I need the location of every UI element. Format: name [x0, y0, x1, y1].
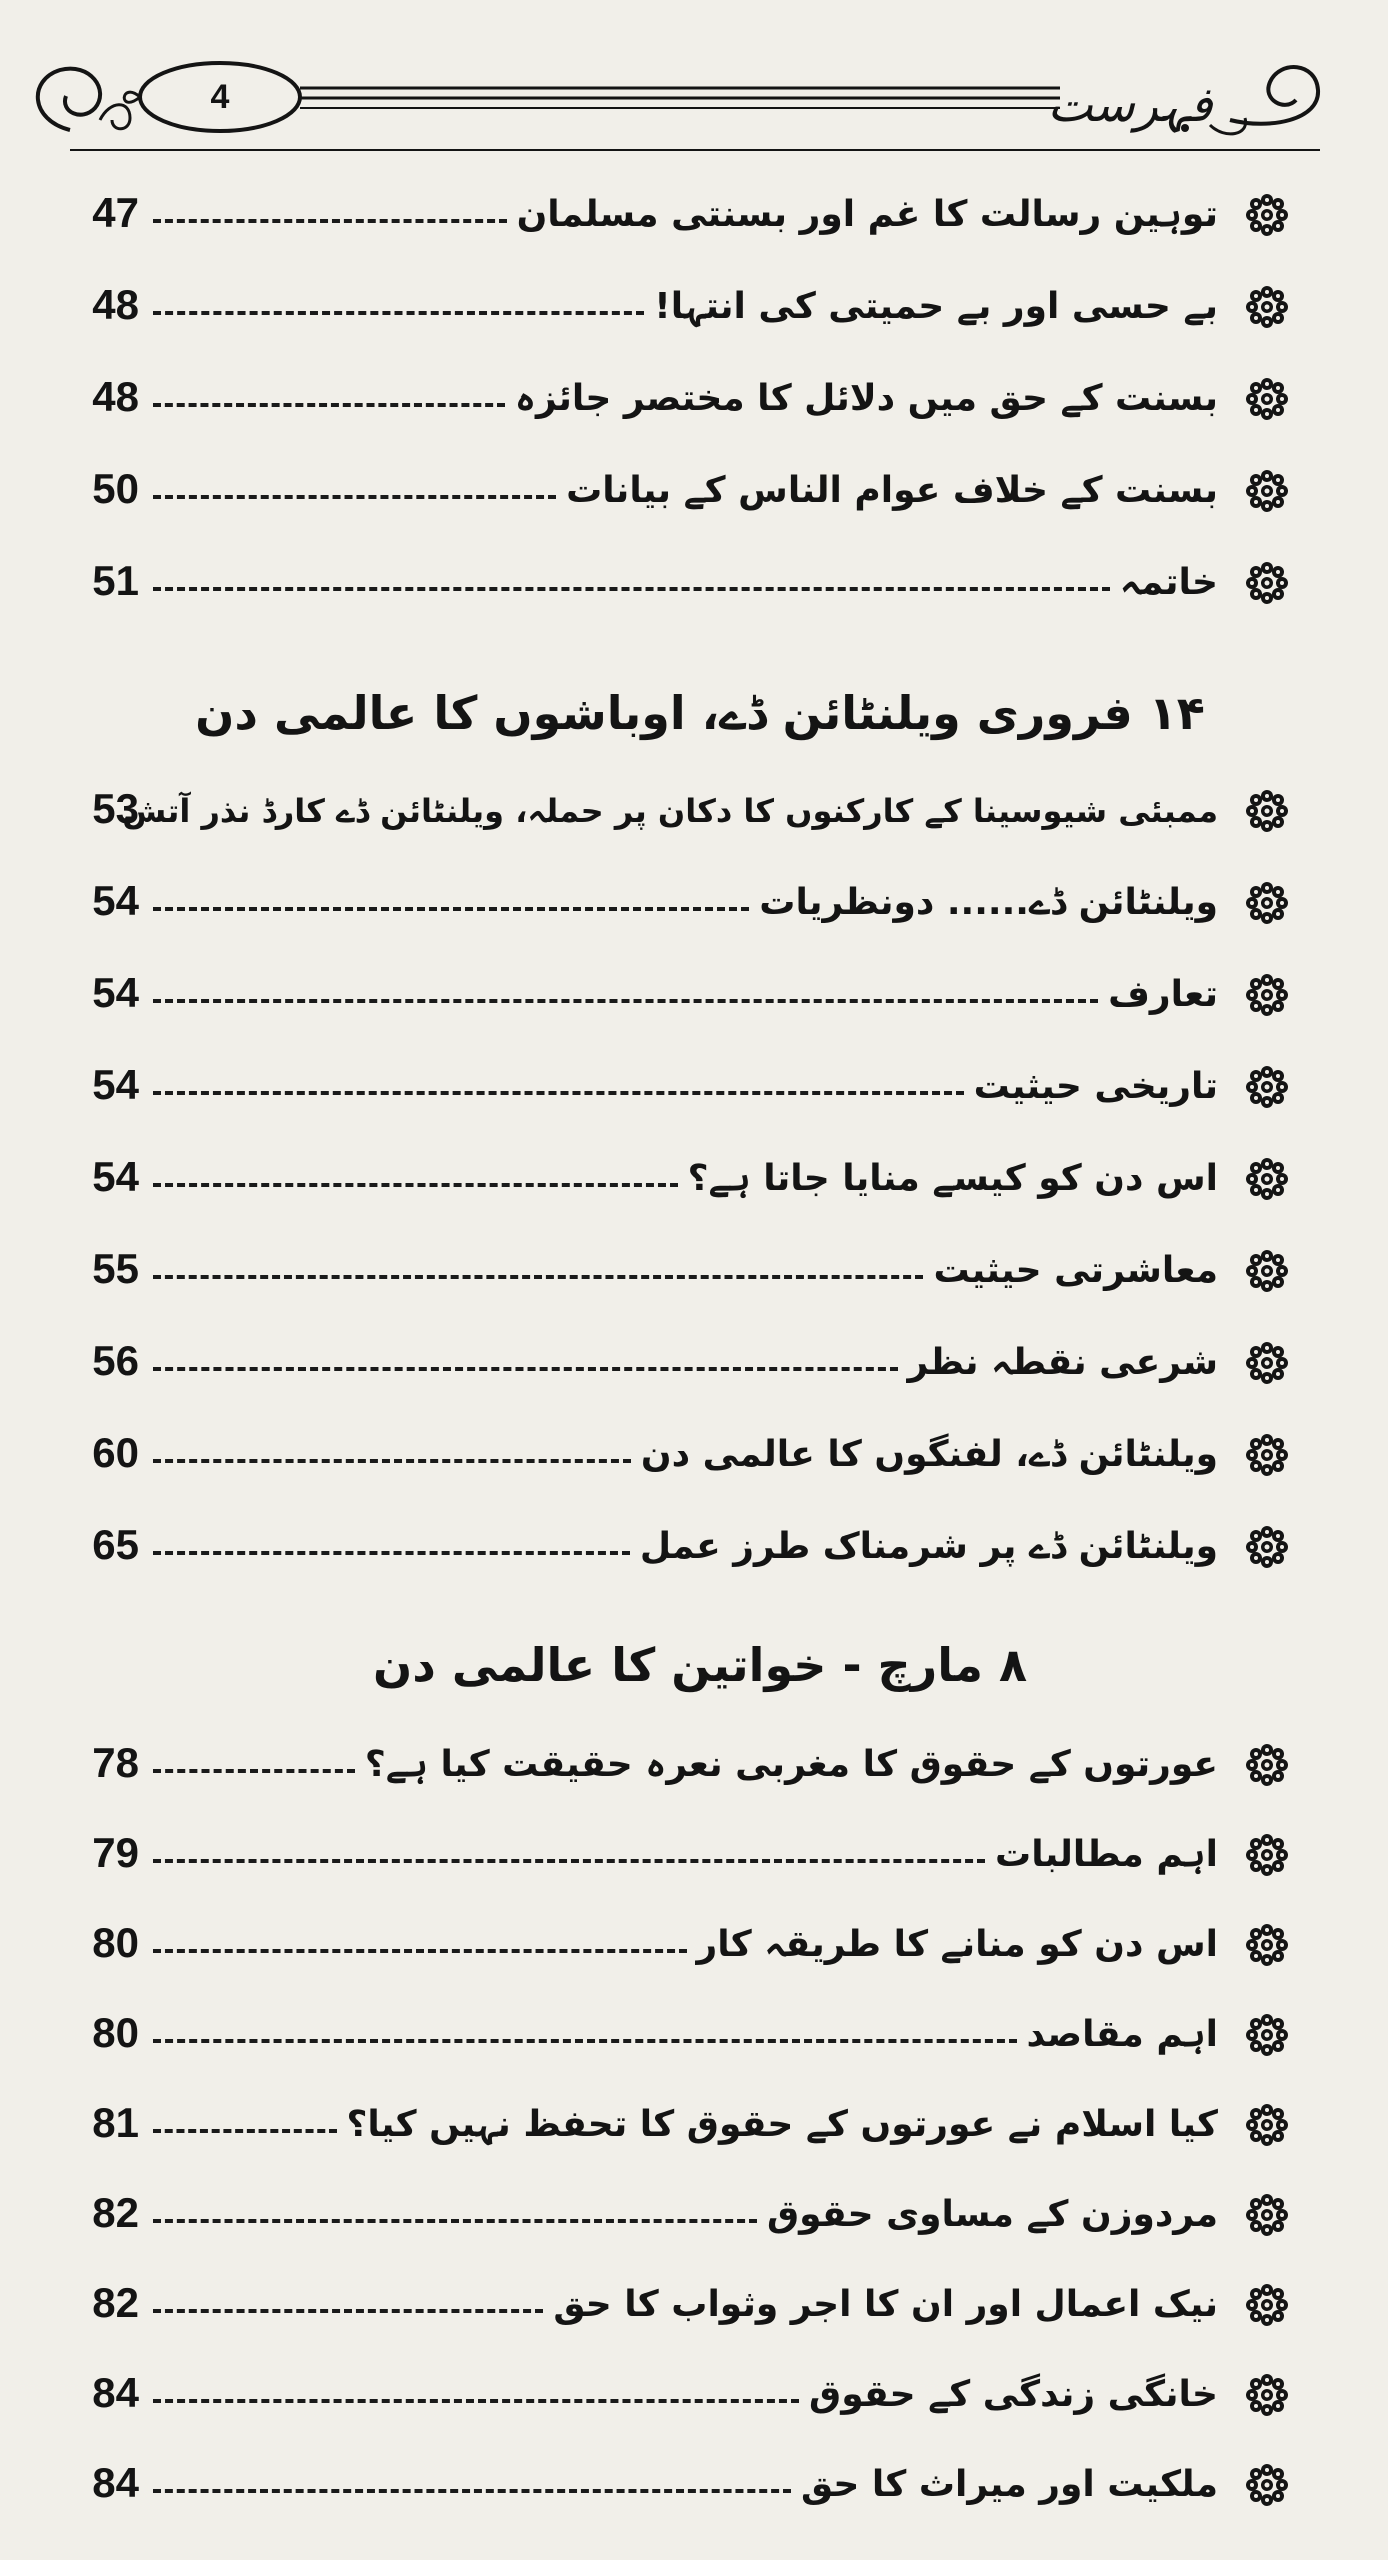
toc-page-number: 81	[92, 2099, 139, 2146]
toc-entry-title: اس دن کو کیسے منایا جاتا ہے؟	[687, 1158, 1218, 1199]
toc-page-number: 54	[92, 1153, 139, 1200]
dotted-leader	[153, 495, 556, 499]
toc-row[interactable]	[0, 1226, 1388, 1316]
dotted-leader	[153, 1859, 985, 1863]
dotted-leader	[153, 2489, 791, 2493]
flower-rosette-icon	[1240, 2008, 1294, 2062]
toc-entry-title: مردوزن کے مساوی حقوق	[766, 2194, 1218, 2235]
dotted-leader	[153, 1459, 631, 1463]
flower-rosette-icon	[1240, 1738, 1294, 1792]
toc-entry-title: اس دن کو منانے کا طریقہ کار	[696, 1924, 1218, 1965]
toc-entry-title: ویلنٹائن ڈے پر شرمناک طرز عمل	[639, 1526, 1218, 1567]
toc-row[interactable]	[0, 2260, 1388, 2350]
toc-page-number: 51	[92, 557, 139, 604]
flower-rosette-icon	[1240, 464, 1294, 518]
toc-page-number: 47	[92, 189, 139, 236]
toc-entry-title: ممبئی شیوسینا کے کارکنوں کا دکان پر حملہ، ویلنٹائن ڈے کارڈ نذر آتش	[122, 792, 1218, 830]
toc-entry-title: ویلنٹائن ڈے، لفنگوں کا عالمی دن	[640, 1434, 1218, 1475]
dotted-leader	[153, 2219, 757, 2223]
toc-page-number: 54	[92, 969, 139, 1016]
toc-row[interactable]	[0, 2170, 1388, 2260]
toc-entry-title: اہم مقاصد	[1026, 2014, 1218, 2055]
toc-page-number: 78	[92, 1739, 139, 1786]
flower-rosette-icon	[1240, 188, 1294, 242]
toc-entry-title: شرعی نقطہ نظر	[907, 1342, 1218, 1383]
toc-page-number: 79	[92, 1829, 139, 1876]
toc-row[interactable]	[0, 1810, 1388, 1900]
flower-rosette-icon	[1240, 2458, 1294, 2512]
toc-row[interactable]	[0, 170, 1388, 260]
toc-entry-title: بے حسی اور بے حمیتی کی انتہا!	[654, 286, 1218, 327]
flower-rosette-icon	[1240, 280, 1294, 334]
dotted-leader	[153, 1367, 898, 1371]
toc-page-number: 65	[92, 1521, 139, 1568]
toc-entry-title: نیک اعمال اور ان کا اجر وثواب کا حق	[553, 2284, 1218, 2325]
toc-page-number: 50	[92, 465, 139, 512]
dotted-leader	[153, 2129, 337, 2133]
dotted-leader	[153, 1551, 630, 1555]
toc-row[interactable]	[0, 1318, 1388, 1408]
toc-row[interactable]	[0, 1042, 1388, 1132]
toc-page-number: 82	[92, 2189, 139, 2236]
flower-rosette-icon	[1240, 784, 1294, 838]
toc-row[interactable]	[0, 354, 1388, 444]
dotted-leader	[153, 1275, 923, 1279]
toc-page-number: 53	[92, 785, 139, 832]
dotted-leader	[153, 1091, 964, 1095]
toc-row[interactable]	[0, 2080, 1388, 2170]
toc-row[interactable]	[0, 2350, 1388, 2440]
toc-row[interactable]	[0, 1720, 1388, 1810]
toc-row[interactable]	[0, 1990, 1388, 2080]
toc-entry-title: خانگی زندگی کے حقوق	[809, 2374, 1218, 2415]
dotted-leader	[153, 1949, 687, 1953]
dotted-leader	[153, 2039, 1017, 2043]
toc-page-number: 60	[92, 1429, 139, 1476]
toc-row[interactable]	[0, 950, 1388, 1040]
dotted-leader	[153, 1183, 678, 1187]
toc-page-number: 48	[92, 373, 139, 420]
toc-row[interactable]	[0, 1410, 1388, 1500]
toc-row[interactable]	[0, 262, 1388, 352]
flower-rosette-icon	[1240, 1336, 1294, 1390]
toc-row[interactable]	[0, 858, 1388, 948]
page-title: فہرست	[1047, 77, 1213, 133]
page-header	[0, 0, 1388, 170]
toc-entry-title: تاریخی حیثیت	[973, 1066, 1218, 1107]
toc-entry-title: بسنت کے حق میں دلائل کا مختصر جائزہ	[514, 378, 1218, 419]
toc-page-number: 56	[92, 1337, 139, 1384]
toc-entry-title: ویلنٹائن ڈے...... دونظریات	[759, 882, 1218, 923]
flower-rosette-icon	[1240, 968, 1294, 1022]
flower-rosette-icon	[1240, 2278, 1294, 2332]
section-heading: ۸ مارچ - خواتین کا عالمی دن	[372, 1638, 1028, 1692]
flower-rosette-icon	[1240, 1828, 1294, 1882]
flower-rosette-icon	[1240, 1918, 1294, 1972]
toc-entry-title: توہین رسالت کا غم اور بسنتی مسلمان	[516, 194, 1218, 235]
toc-entry-title: عورتوں کے حقوق کا مغربی نعرہ حقیقت کیا ہے؟	[364, 1744, 1218, 1785]
dotted-leader	[153, 403, 505, 407]
dotted-leader	[153, 587, 1110, 591]
toc-row[interactable]	[0, 538, 1388, 628]
toc-page-number: 55	[92, 1245, 139, 1292]
flower-rosette-icon	[1240, 2098, 1294, 2152]
toc-page-number: 54	[92, 877, 139, 924]
dotted-leader	[153, 2309, 543, 2313]
toc-page-number: 80	[92, 1919, 139, 1966]
dotted-leader	[153, 2399, 799, 2403]
toc-entry-title: معاشرتی حیثیت	[933, 1250, 1218, 1291]
toc-page-number: 54	[92, 1061, 139, 1108]
flower-rosette-icon	[1240, 2188, 1294, 2242]
toc-page-number: 48	[92, 281, 139, 328]
toc-entry-title: کیا اسلام نے عورتوں کے حقوق کا تحفظ نہیں کیا؟	[346, 2104, 1218, 2145]
section-heading: ۱۴ فروری ویلنٹائن ڈے، اوباشوں کا عالمی دن	[195, 686, 1205, 740]
flower-rosette-icon	[1240, 876, 1294, 930]
flower-rosette-icon	[1240, 2368, 1294, 2422]
page-number: 4	[210, 78, 230, 116]
flower-rosette-icon	[1240, 556, 1294, 610]
dotted-leader	[153, 999, 1098, 1003]
toc-entry-title: خاتمہ	[1119, 562, 1218, 603]
toc-page-number: 84	[92, 2459, 139, 2506]
toc-row[interactable]	[0, 2440, 1388, 2530]
toc-row[interactable]	[0, 766, 1388, 856]
toc-row[interactable]	[0, 1134, 1388, 1224]
dotted-leader	[153, 907, 749, 911]
flower-rosette-icon	[1240, 372, 1294, 426]
toc-entry-title: بسنت کے خلاف عوام الناس کے بیانات	[566, 470, 1218, 511]
toc-page-number: 80	[92, 2009, 139, 2056]
toc-entry-title: اہم مطالبات	[995, 1834, 1218, 1875]
flower-rosette-icon	[1240, 1520, 1294, 1574]
dotted-leader	[153, 219, 507, 223]
dotted-leader	[153, 1769, 355, 1773]
toc-row[interactable]	[0, 1900, 1388, 1990]
dotted-leader	[153, 311, 644, 315]
toc-entry-title: ملکیت اور میراث کا حق	[800, 2464, 1218, 2505]
toc-entry-title: تعارف	[1108, 974, 1218, 1015]
flower-rosette-icon	[1240, 1244, 1294, 1298]
toc-row[interactable]	[0, 446, 1388, 536]
toc-row[interactable]	[0, 1502, 1388, 1592]
flower-rosette-icon	[1240, 1152, 1294, 1206]
toc-page-number: 82	[92, 2279, 139, 2326]
toc-page-number: 84	[92, 2369, 139, 2416]
flower-rosette-icon	[1240, 1428, 1294, 1482]
flower-rosette-icon	[1240, 1060, 1294, 1114]
